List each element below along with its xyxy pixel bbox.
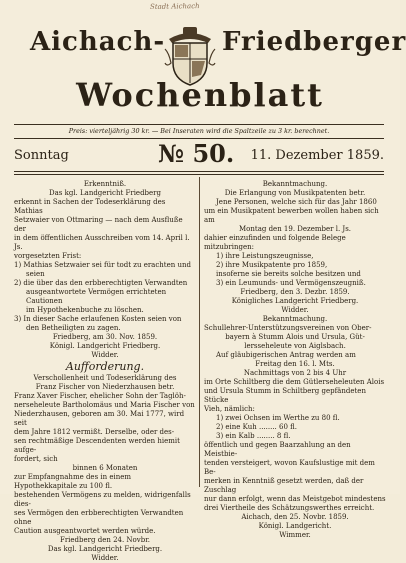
rule-header-bottom <box>14 171 384 172</box>
text-line: in dem öffentlichen Ausschreiben vom 14. April l. Js. <box>14 234 190 251</box>
text-line: Nachmittags von 2 bis 4 Uhr <box>243 369 347 377</box>
text-line: Königl. Landgericht. <box>258 522 332 530</box>
text-line: Vieh, nämlich: <box>204 405 255 413</box>
text-line: im Hypothekenbuche zu löschen. <box>26 306 144 314</box>
text-line: bestehenden Vermögens zu melden, widrigenfalls dies- <box>14 491 191 508</box>
text-line: Friedberg, am 30. Nov. 1859. <box>52 333 158 341</box>
text-line: bayern à Stumm Alois und Ursula, Güt- <box>225 333 365 341</box>
rule-top <box>14 124 384 125</box>
text-line: Niederzhausen, geboren am 30. Mai 1777, wird seit <box>14 410 185 427</box>
masthead-left: Aichach- <box>30 27 166 57</box>
column-divider <box>199 177 200 487</box>
text-line: Montag den 19. Dezember l. Js. <box>238 225 352 233</box>
text-line: 2) eine Kuh ........ 60 fl. <box>216 423 298 431</box>
text-line: ses Vermögen den erbberechtigten Verwandten ohne <box>14 509 184 526</box>
text-line: Franz Xaver Fischer, ehelicher Sohn der Taglöh- <box>14 392 186 400</box>
text-line: dahier einzufinden und folgende Belege mitzubringen: <box>204 234 346 251</box>
text-line: 2) die über das den erbberechtigten Verwandten <box>14 279 188 287</box>
newspaper-title: Wochenblatt <box>76 76 324 114</box>
text-line: nerseheleute Bartholomäus und Maria Fischer von <box>14 401 195 409</box>
text-line: erkennt in Sachen der Todeserklärung des Mathias <box>14 198 166 215</box>
text-line: drei Viertheile des Schätzungswerthes erreicht. <box>204 504 375 512</box>
text-line: sen rechtmäßige Descendenten werden hiemit aufge- <box>14 437 180 454</box>
text-line: 3) ein Kalb ........ 8 fl. <box>216 432 291 440</box>
issue-date: 11. Dezember 1859. <box>250 148 384 163</box>
text-line: Friedberg, den 3. Dezbr. 1859. <box>240 288 350 296</box>
text-line: Franz Fischer von Niederzhausen betr. <box>35 383 175 391</box>
text-line: 1) zwei Ochsen im Werthe zu 80 fl. <box>216 414 340 422</box>
right-column <box>204 180 386 540</box>
text-line: im Orte Schiltberg die dem Gütlerseheleuten Alois <box>204 378 385 386</box>
text-line: Erkenntniß. <box>83 180 127 188</box>
text-line: Aichach, den 25. Novbr. 1859. <box>241 513 349 521</box>
masthead-right: Friedberger <box>222 27 406 57</box>
issue-number: № 50. <box>158 139 235 168</box>
text-line: Königl. Landgericht Friedberg. <box>49 342 161 350</box>
text-line: vorgesetzten Frist: <box>14 252 82 260</box>
text-line: Das kgl. Landgericht Friedberg. <box>47 545 163 553</box>
text-line: 1) ihre Leistungszeugnisse, <box>216 252 314 260</box>
rule-header-bottom-2 <box>14 174 384 175</box>
text-line: Friedberg den 24. Novbr. <box>59 536 151 544</box>
text-line: Auf gläubigerischen Antrag werden am <box>216 351 356 359</box>
text-line: Widder. <box>281 306 309 314</box>
text-line: merken in Kenntniß gesetzt werden, daß der Zuschlag <box>204 477 364 494</box>
text-line: nur dann erfolgt, wenn das Meistgebot mindestens <box>204 495 386 503</box>
text-line: binnen 6 Monaten <box>72 464 138 472</box>
text-line: Verschollenheit und Todeserklärung des <box>33 374 177 382</box>
text-line: fordert, sich <box>14 455 58 463</box>
issue-day: Sonntag <box>14 148 69 163</box>
text-line: 3) In dieser Sache erlaufenen Kosten seien von <box>14 315 182 323</box>
text-line: Widder. <box>91 554 119 562</box>
text-line: und Ursula Stumm in Schiltberg gepfändeten Stücke <box>204 387 366 404</box>
price-line: Preis: vierteljährig 30 kr. — Bei Inseraten wird die Spaltzeile zu 3 kr. berechnet. <box>68 127 330 135</box>
text-line: 1) Mathias Setzwaier sei für todt zu erachten und <box>14 261 191 269</box>
text-line: Bekanntmachung. <box>262 180 328 188</box>
text-line: seien <box>26 270 45 278</box>
text-line: ausgeantwortete Vermögen errichteten Cautionen <box>26 288 167 305</box>
text-line: Aufforderung. <box>65 360 145 373</box>
text-line: Schullehrer-Unterstützungsvereinen von Ober- <box>204 324 372 332</box>
left-column <box>14 180 196 563</box>
text-line: 3) ein Leumunds- und Vermögenszeugniß. <box>216 279 366 287</box>
text-line: Das kgl. Landgericht Friedberg <box>48 189 162 197</box>
text-line: 2) ihre Musikpatente pro 1859, <box>216 261 328 269</box>
text-line: Caution ausgeantwortet werden würde. <box>14 527 156 535</box>
text-line: Jene Personen, welche sich für das Jahr 1860 <box>216 198 377 206</box>
text-line: Freitag den 16. l. Mts. <box>255 360 335 368</box>
text-line: Königliches Landgericht Friedberg. <box>231 297 359 305</box>
text-line: um ein Musikpatent bewerben wollen haben sich am <box>204 207 379 224</box>
text-line: dem Jahre 1812 vermißt. Derselbe, oder des- <box>14 428 175 436</box>
text-line: Widder. <box>91 351 119 359</box>
text-line: insoferne sie bereits solche besitzen und <box>216 270 361 278</box>
text-line: Bekanntmachung. <box>262 315 328 323</box>
text-line: tenden versteigert, wovon Kaufslustige mit dem Be- <box>204 459 375 476</box>
text-line: Die Erlangung von Musikpatenten betr. <box>224 189 366 197</box>
text-line: Wimmer. <box>279 531 311 539</box>
text-line: zur Empfangnahme des in einem Hypothekkapitale zu 100 fl. <box>14 473 132 490</box>
handwritten-note: Stadt Aichach <box>149 2 200 11</box>
text-line: lersseheleute von Aiglsbach. <box>244 342 346 350</box>
text-line: Setzwaier von Ottmaring — nach dem Ausfluße der <box>14 216 183 233</box>
text-line: den Betheiligten zu zagen. <box>26 324 121 332</box>
text-line: öffentlich und gegen Baarzahlung an den Meistbie- <box>204 441 351 458</box>
